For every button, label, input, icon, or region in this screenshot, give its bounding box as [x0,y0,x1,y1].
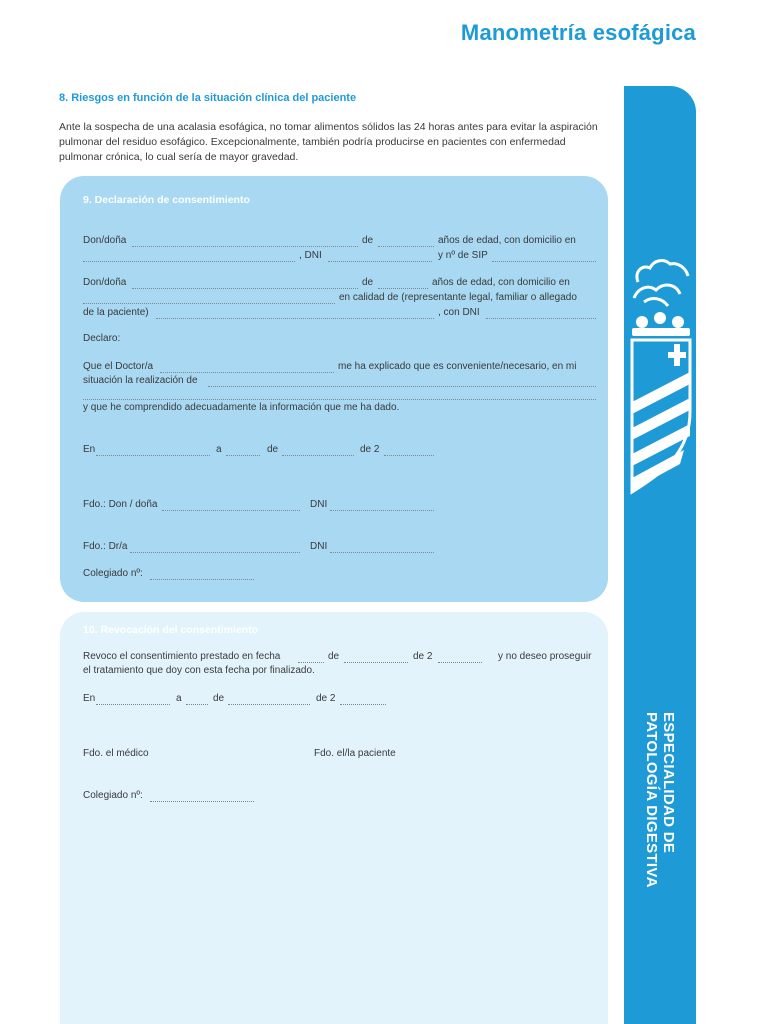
label-sip: y nº de SIP [438,250,488,261]
label-fdo-don: Fdo.: Don / doña [83,499,158,510]
field-procedure[interactable] [208,386,596,387]
label-de-year: de 2 [360,444,380,455]
field-rev-day-2[interactable] [186,704,208,705]
label-de-month: de [267,444,279,455]
label-declaro: Declaro: [83,333,121,344]
field-sip[interactable] [492,261,596,262]
field-name-1[interactable] [132,246,358,247]
field-place[interactable] [96,455,210,456]
consent-declaration-panel [60,176,608,602]
specialty-line-1: ESPECIALIDAD DE [660,712,677,854]
label-no-deseo: y no deseo proseguir [498,651,592,662]
label-doctor: Que el Doctor/a [83,361,154,372]
label-fdo-paciente: Fdo. el/la paciente [314,748,396,759]
consent-revocation-panel [60,612,608,1024]
section-8-heading: 8. Riesgos en función de la situación clínica del paciente [59,92,357,104]
document-title: Manometría esofágica [460,20,696,45]
field-procedure-2[interactable] [83,399,596,400]
field-month[interactable] [282,455,354,456]
field-dni-sign-2[interactable] [330,552,434,553]
field-name-2[interactable] [132,288,358,289]
field-patient-signature[interactable] [162,510,300,511]
field-rev-colegiado[interactable] [150,801,254,802]
field-doctor[interactable] [160,372,334,373]
field-dni-sign-1[interactable] [330,510,434,511]
label-revoco: Revoco el consentimiento prestado en fecha [83,651,281,662]
label-colegiado: Colegiado nº: [83,568,143,579]
label-situacion: situación la realización de [83,375,198,386]
label-rev-en: En [83,693,96,704]
field-rev-place[interactable] [96,704,170,705]
label-dni-sign-1: DNI [310,499,328,510]
field-rev-day[interactable] [298,662,324,663]
label-rev-colegiado: Colegiado nº: [83,790,143,801]
field-relation-line[interactable] [156,318,434,319]
field-colegiado[interactable] [150,579,254,580]
label-a: a [216,444,222,455]
field-rev-year-2[interactable] [340,704,386,705]
label-explicado: me ha explicado que es conveniente/necesario, en mi [338,361,577,372]
label-fdo-dr: Fdo.: Dr/a [83,541,128,552]
section-8-body: Ante la sospecha de una acalasia esofágica, no tomar alimentos sólidos las 24 horas antes para evitar la aspiración pulmonar del residuo esofágico. Excepcionalmente, también podría producirse en pacientes con enfermedad pulmonar crónica, lo cual sería de mayor gravedad. [59,121,598,163]
label-rev-de-b: de [213,693,225,704]
label-paciente: de la paciente) [83,307,149,318]
label-rev-de: de [328,651,340,662]
label-tratamiento: el tratamiento que doy con esta fecha por finalizado. [83,665,315,676]
field-year[interactable] [384,455,434,456]
label-calidad: en calidad de (representante legal, familiar o allegado [339,292,577,303]
specialty-label [643,712,677,888]
label-dni-sign-2: DNI [310,541,328,552]
label-de-2: de [362,277,374,288]
label-dni-1: , DNI [299,250,322,261]
label-anos-2: años de edad, con domicilio en [432,277,570,288]
field-address-1[interactable] [83,261,295,262]
field-rev-month[interactable] [344,662,408,663]
field-dni-1[interactable] [328,261,432,262]
label-don-dona-1: Don/doña [83,235,127,246]
field-rev-month-2[interactable] [228,704,310,705]
label-anos-1: años de edad, con domicilio en [438,235,576,246]
label-de-1: de [362,235,374,246]
label-comprendido: y que he comprendido adecuadamente la información que me ha dado. [83,402,400,413]
label-con-dni: , con DNI [438,307,480,318]
section-10-heading: 10. Revocación del consentimiento [83,624,259,636]
label-rev-a: a [176,693,182,704]
label-rev-de2: de 2 [413,651,433,662]
label-rev-de2-b: de 2 [316,693,336,704]
label-don-dona-2: Don/doña [83,277,127,288]
field-address-2[interactable] [83,303,335,304]
field-doctor-signature[interactable] [130,552,300,553]
field-day[interactable] [226,455,260,456]
field-age-1[interactable] [378,246,434,247]
label-fdo-medico: Fdo. el médico [83,748,149,759]
field-age-2[interactable] [378,288,428,289]
label-en: En [83,444,96,455]
specialty-line-2: PATOLOGÍA DIGESTIVA [643,712,660,888]
section-9-heading: 9. Declaración de consentimiento [83,194,250,206]
generalitat-emblem-icon [624,172,696,512]
field-dni-2[interactable] [486,318,596,319]
field-rev-year[interactable] [438,662,482,663]
